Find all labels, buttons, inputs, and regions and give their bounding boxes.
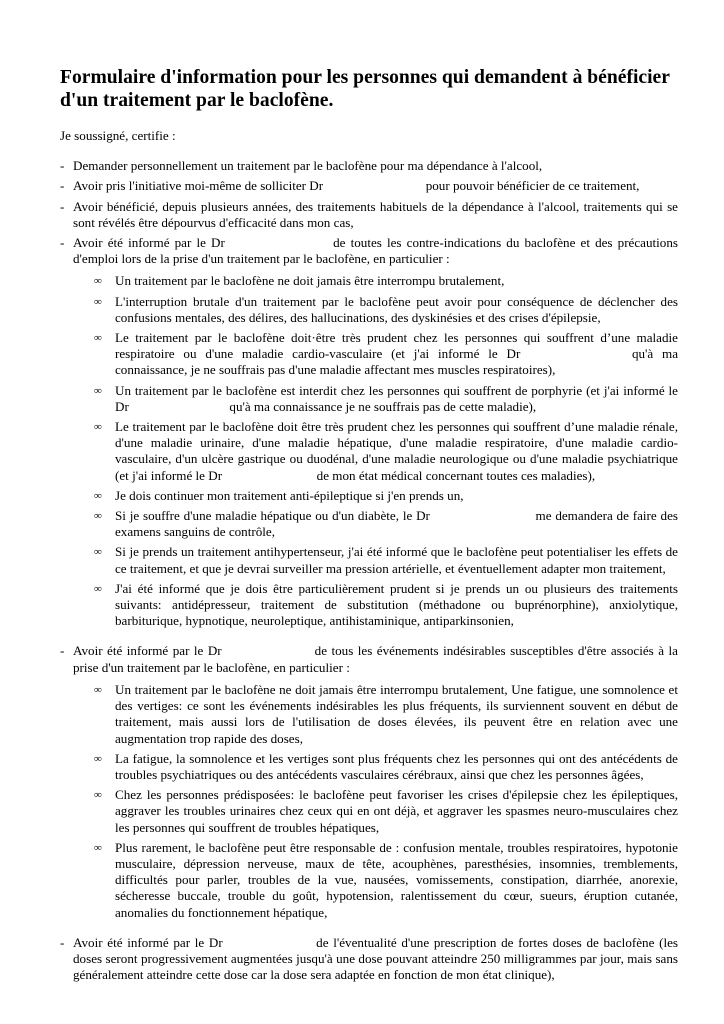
infinity-bullet-icon: ∞ [94,332,102,345]
declaration-item [60,199,678,231]
item-text: Un traitement par le baclofène ne doit jamais être interrompu brutalement, [115,273,505,289]
infinity-bullet-icon: ∞ [94,582,102,595]
declaration-item [60,235,678,629]
item-text: Demander personnellement un traitement par le baclofène pour ma dépendance à l'alcool, [73,158,543,174]
sub-list-item [73,544,678,576]
item-text: Avoir bénéficié, depuis plusieurs années, des traitements habituels de la dépendance à l'alcool, traitements qui se sont révélés être dépourvus d'efficacité dans mon cas, [73,198,678,230]
declaration-item [60,643,678,920]
item-text-continued: de tous les événements indésirables susceptibles d'être associés à la prise d'un traitement par le baclofène, en particulier : [73,643,678,675]
dash-marker: - [60,158,65,174]
infinity-bullet-icon: ∞ [94,510,102,523]
sub-list [73,682,678,921]
document-page [60,66,678,987]
item-text: Avoir été informé par le Dr [73,934,223,950]
item-text: Je dois continuer mon traitement anti-épileptique si j'en prends un, [115,487,464,503]
item-text: J'ai été informé que je dois être particulièrement prudent si je prends un ou plusieurs des traitements suivants: antidépresseur, traitement de substitution (méthadone ou buprénorphine), anxiolytique, barbiturique, hypnotique, neuroleptique, antihistaminique, antiparkinsonien, [115,580,678,629]
item-text: Un traitement par le baclofène est interdit chez les personnes qui souffrent de porphyrie (et j'ai informé le Dr [115,382,678,414]
item-text: Si je souffre d'une maladie hépatique ou d'un diabète, le Dr [115,508,430,524]
sub-list-item [73,787,678,836]
item-text-continued: pour pouvoir bénéficier de ce traitement, [425,178,640,194]
item-text-continued: qu'à ma connaissance, je ne souffrais pas d'une maladie affectant mes muscles respiratoires), [115,346,679,378]
dash-marker: - [60,934,65,950]
dash-marker: - [60,198,65,214]
sub-list-item [73,840,678,921]
item-text: Plus rarement, le baclofène peut être responsable de : confusion mentale, troubles respiratoires, hypotonie musculaire, dépression nerveuse, maux de tête, acouphènes, paresthésies, insomnies, tremblements, difficultés pour parler, troubles de la vue, nausées, vomissements, constipation, diarrhée, anorexie, sécheresse buccale, trouble du goût, hypotension, ralentissement du cœur, sueurs, éruption cutanée, anomalies du fonctionnement hépatique, [115,839,678,920]
declaration-item [60,935,678,984]
dash-marker: - [60,178,65,194]
item-text: Avoir été informé par le Dr [73,235,225,251]
item-text-continued: qu'à ma connaissance je ne souffrais pas de cette maladie), [229,398,537,414]
infinity-bullet-icon: ∞ [94,546,102,559]
infinity-bullet-icon: ∞ [94,489,102,502]
declaration-item [60,178,678,194]
infinity-bullet-icon: ∞ [94,295,102,308]
infinity-bullet-icon: ∞ [94,384,102,397]
item-text-continued: de mon état médical concernant toutes ces maladies), [316,467,596,483]
dash-marker: - [60,235,65,251]
item-text-continued: de toutes les contre-indications du baclofène et des précautions d'emploi lors de la prise d'un traitement par le baclofène, en particulier : [73,235,678,267]
item-text: La fatigue, la somnolence et les vertiges sont plus fréquents chez les personnes qui ont des antécédents de troubles psychiatriques ou des antécédents vasculaires cérébraux, ainsi que chez les personnes âgées, [115,750,678,782]
infinity-bullet-icon: ∞ [94,275,102,288]
infinity-bullet-icon: ∞ [94,421,102,434]
sub-list-item [73,682,678,747]
sub-list-item [73,488,678,504]
infinity-bullet-icon: ∞ [94,752,102,765]
sub-list-item [73,330,678,379]
sub-list-item [73,751,678,783]
dash-marker: - [60,643,65,659]
declaration-list [60,158,678,983]
item-text: Le traitement par le baclofène doit·être très prudent chez les personnes qui souffrent d’une maladie respiratoire ou d'une maladie cardio-vasculaire (et j'ai informé le Dr [115,330,678,362]
sub-list-item [73,581,678,630]
document-title: Formulaire d'information pour les personnes qui demandent à bénéficier d'un traitement par le baclofène. [60,67,670,111]
infinity-bullet-icon: ∞ [94,841,102,854]
item-text-continued: de l'éventualité d'une prescription de fortes doses de baclofène (les doses seront progressivement augmentées jusqu'à une dose pouvant atteindre 250 milligrammes par jour, mais sans généralement atteindre cette dose car la dose sera adaptée en fonction de mon état clinique), [73,934,679,983]
sub-list-item [73,294,678,326]
item-text: Avoir été informé par le Dr [73,643,222,659]
item-text: Si je prends un traitement antihypertenseur, j'ai été informé que le baclofène peut potentialiser les effets de ce traitement, et que je devrai surveiller ma pression artérielle, et éventuellement adapter mon traitement, [115,544,678,576]
infinity-bullet-icon: ∞ [94,683,102,696]
item-text: L'interruption brutale d'un traitement par le baclofène peut avoir pour conséquence de déclencher des confusions mentales, des délires, des hallucinations, des dyskinésies et des crises d'épilepsie, [115,293,678,325]
sub-list-item [73,419,678,484]
item-text: Chez les personnes prédisposées: le baclofène peut favoriser les crises d'épilepsie chez les épileptiques, aggraver les troubles urinaires chez ceux qui en ont déjà, et aggraver les spasmes neuro-musculaires chez les personnes qui souffrent de troubles hépatiques, [115,787,678,835]
sub-list-item [73,383,678,415]
item-text: Un traitement par le baclofène ne doit jamais être interrompu brutalement, Une fatigue, une somnolence et des vertiges: ce sont les événements indésirables les plus fréquents, ils surviennent souvent en début de traitement, mais aussi lors de l'utilisation de doses élevées, ils peuvent être en relation avec une augmentation trop rapide des doses, [115,681,678,746]
item-text: Avoir pris l'initiative moi-même de solliciter Dr [73,178,324,194]
sub-list-item [73,508,678,540]
intro-line: Je soussigné, certifie : [60,128,176,143]
item-text: Le traitement par le baclofène doit être très prudent chez les personnes qui souffrent d’une maladie rénale, d'une maladie urinaire, d'une maladie hépatique, d'une maladie respiratoire, d'une maladie cardio-vasculaire, d'un ulcère gastrique ou duodénal, d'une maladie neurologique ou d'une maladie psychiatrique (et j'ai informé le Dr [115,419,678,483]
sub-list [73,273,678,629]
sub-list-item [73,273,678,289]
declaration-item [60,158,678,174]
item-text-continued: me demandera de faire des examens sanguins de contrôle, [115,508,678,540]
infinity-bullet-icon: ∞ [94,789,102,802]
